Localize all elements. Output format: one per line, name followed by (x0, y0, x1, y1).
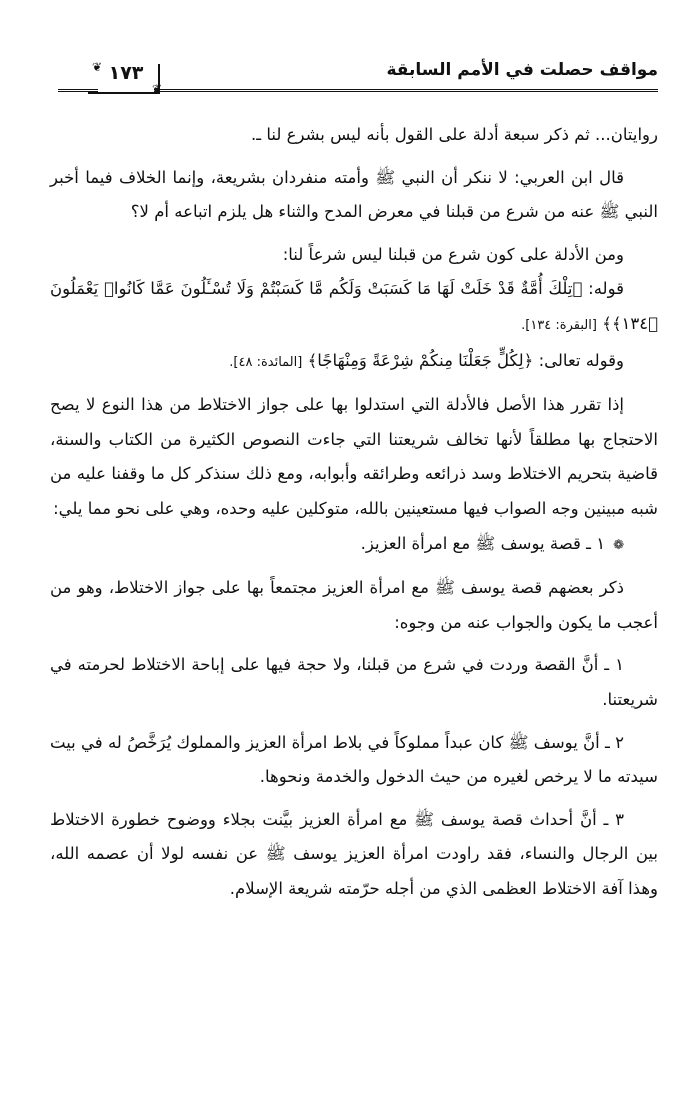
list-item: ١ ـ أنَّ القصة وردت في شرع من قبلنا، ولا حجة فيها على إباحة الاختلاط لحرمته في شريعتنا. (50, 655, 658, 709)
ornament-icon: ❦ (152, 82, 163, 96)
page-number: ١٧٣ (108, 62, 144, 84)
citation: [المائدة: ٤٨]. (229, 354, 303, 370)
quran-quote-paragraph (50, 344, 658, 381)
paragraph: قال ابن العربي: لا ننكر أن النبي ﷺ وأمته منفردان بشريعة، وإنما الخلاف فيما أخبر النبي ﷺ عنه من شرع من قبلنا في معرض المدح والثناء هل يلزم اتباعه أم لا؟ (50, 167, 658, 222)
page-body (50, 118, 658, 906)
paragraph: ومن الأدلة على كون شرع من قبلنا ليس شرعاً لنا: (282, 244, 624, 264)
running-title: مواقف حصلت في الأمم السابقة (386, 60, 658, 80)
list-item: ٣ ـ أنَّ أحداث قصة يوسف ﷺ مع امرأة العزيز بيَّنت بجلاء ووضوح خطورة الاختلاط بين الرجال والنساء، فقد راودت امرأة العزيز يوسف ﷺ عن نفسه لولا أن عصمه الله، وهذا آفة الاختلاط العظمى الذي من أجله حرّمته شريعة الإسلام. (50, 809, 658, 898)
header-rule (154, 89, 658, 95)
paragraph: روايتان... ثم ذكر سبعة أدلة على القول بأنه ليس بشرع لنا ـ. (251, 125, 658, 144)
paragraph: ذكر بعضهم قصة يوسف ﷺ مع امرأة العزيز مجتمعاً بها على جواز الاختلاط، وهو من أعجب ما يكون والجواب عنه من وجوه: (50, 578, 658, 632)
section-heading: ❁١ ـ قصة يوسف ﷺ مع امرأة العزيز. (360, 533, 624, 553)
section-marker-icon: ❁ (613, 537, 624, 553)
quran-quote: قوله: ﴿تِلْكَ أُمَّةٌ قَدْ خَلَتْ لَهَا مَا كَسَبَتْ وَلَكُم مَّا كَسَبْتُمْ وَلَا تُسْـَٔلُونَ عَمَّا كَانُوا۟ يَعْمَلُونَ ﴿١٣٤﴾﴾ (50, 279, 658, 333)
citation: [البقرة: ١٣٤]. (521, 317, 597, 333)
quran-quote-paragraph (50, 272, 658, 343)
paragraph: إذا تقرر هذا الأصل فالأدلة التي استدلوا بها على جواز الاختلاط من هذا النوع لا يصح الاحتجاج بها مطلقاً لأنها تخالف شريعتنا التي جاءت النصوص الكثيرة من الكتاب والسنة، قاضية بتحريم الاختلاط وسد ذرائعه وطرائقه وأبوابه، ومع ذلك سنذكر كل ما وقفنا عليه من شبه مبينين وجه الصواب فيها مستعينين بالله، متوكلين عليه وحده، وهي على نحو مما يلي: (50, 395, 658, 518)
page-header (58, 58, 658, 104)
quran-quote: وقوله تعالى: ﴿لِكُلٍّ جَعَلْنَا مِنكُمْ شِرْعَةً وَمِنْهَاجًا﴾ (307, 350, 624, 370)
list-item: ٢ ـ أنَّ يوسف ﷺ كان عبداً مملوكاً في بلاط امرأة العزيز والمملوك يُرَخَّصُ له في بيت سيدته ما لا يرخص لغيره من حيث الدخول والخدمة ونحوها. (50, 732, 658, 787)
ornament-icon: ❦ (92, 60, 103, 74)
